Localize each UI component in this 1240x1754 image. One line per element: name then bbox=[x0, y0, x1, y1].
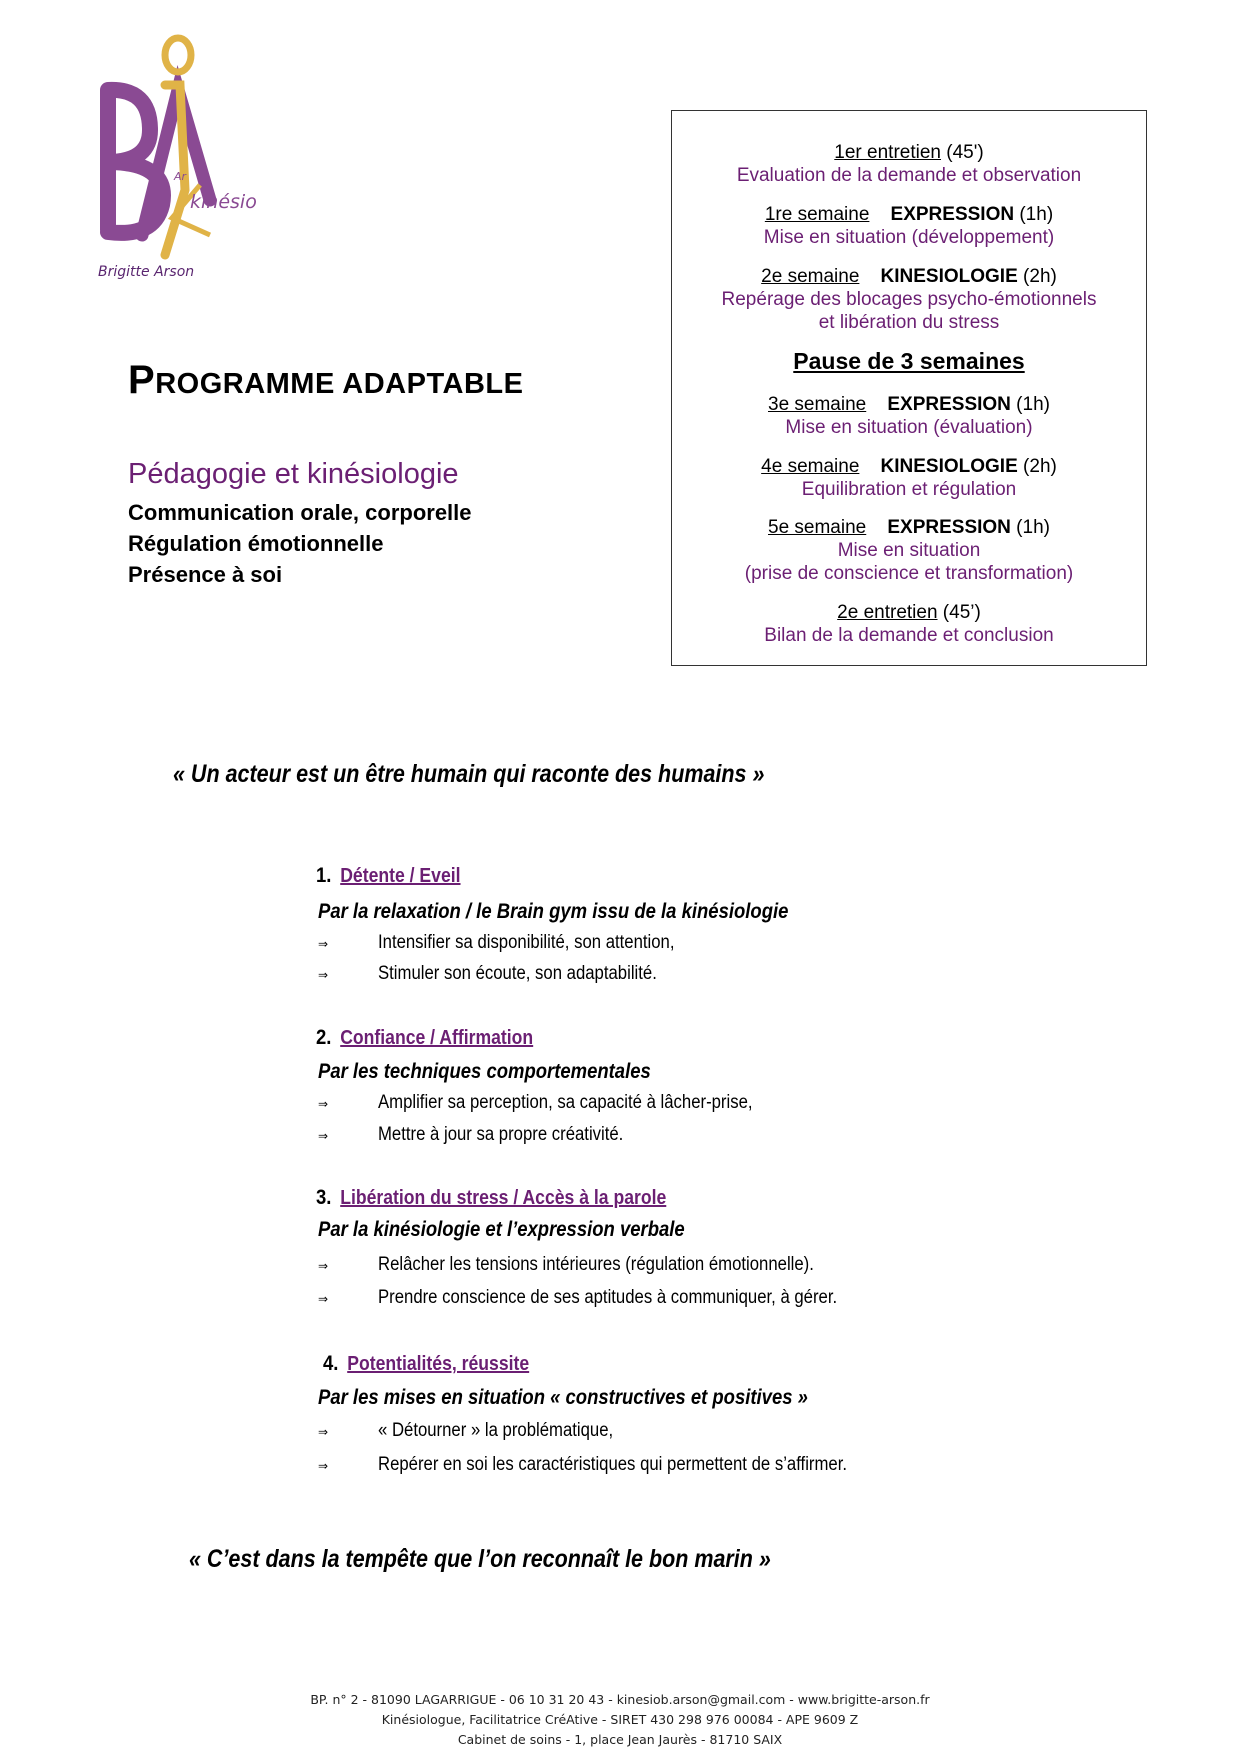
schedule-entry-desc: Repérage des blocages psycho-émotionnels bbox=[721, 289, 1097, 310]
arrow-icon: ⇒ bbox=[318, 1097, 329, 1111]
step-bullet: ⇒ Mettre à jour sa propre créativité. bbox=[318, 1124, 624, 1145]
schedule-entry-heading: 1er entretien (45') bbox=[834, 142, 984, 163]
subject-heading: Pédagogie et kinésiologie bbox=[128, 458, 459, 490]
schedule-entry-desc: Evaluation de la demande et observation bbox=[736, 165, 1082, 186]
arrow-icon: ⇒ bbox=[318, 1425, 329, 1439]
arrow-icon: ⇒ bbox=[318, 1459, 329, 1473]
quote: « C’est dans la tempête que l’on reconnaît le bon marin » bbox=[189, 1545, 771, 1573]
logo-ar-text: Ar bbox=[174, 170, 187, 183]
focus-item: Communication orale, corporelle bbox=[128, 500, 472, 525]
quote: « Un acteur est un être humain qui raconte des humains » bbox=[173, 760, 765, 788]
step-bullet: ⇒ « Détourner » la problématique, bbox=[318, 1420, 614, 1441]
focus-item: Régulation émotionnelle bbox=[128, 531, 384, 556]
schedule-entry-desc: Mise en situation bbox=[837, 540, 981, 561]
step-bullet: ⇒ Prendre conscience de ses aptitudes à communiquer, à gérer. bbox=[318, 1287, 838, 1308]
arrow-icon: ⇒ bbox=[318, 1292, 329, 1306]
schedule-entry-heading: 4e semaine KINESIOLOGIE (2h) bbox=[761, 456, 1057, 477]
schedule-entry-heading: 2e semaine KINESIOLOGIE (2h) bbox=[761, 266, 1057, 287]
logo bbox=[80, 30, 280, 290]
schedule-entry-heading: 3e semaine EXPRESSION (1h) bbox=[768, 394, 1050, 415]
step-bullet: ⇒ Stimuler son écoute, son adaptabilité. bbox=[318, 963, 657, 984]
footer-address: Cabinet de soins - 1, place Jean Jaurès - 81710 SAIX bbox=[457, 1732, 783, 1747]
schedule-entry-heading: 1re semaine EXPRESSION (1h) bbox=[764, 204, 1054, 225]
page-title-initial: P bbox=[128, 358, 156, 402]
schedule-entry-heading: 2e entretien (45’) bbox=[837, 602, 981, 623]
footer-contact: BP. n° 2 - 81090 LAGARRIGUE - 06 10 31 20 43 - kinesiob.arson@gmail.com - www.brigitte-arson.fr bbox=[310, 1692, 930, 1707]
schedule-entry-desc: et libération du stress bbox=[818, 312, 1000, 333]
step-bullet: ⇒ Amplifier sa perception, sa capacité à lâcher-prise, bbox=[318, 1092, 753, 1113]
page-title-rest: ROGRAMME ADAPTABLE bbox=[155, 368, 524, 400]
step-subtitle: Par la kinésiologie et l’expression verbale bbox=[318, 1218, 685, 1241]
arrow-icon: ⇒ bbox=[318, 968, 329, 982]
arrow-icon: ⇒ bbox=[318, 937, 329, 951]
focus-item: Présence à soi bbox=[128, 562, 283, 587]
footer-legal: Kinésiologue, Facilitatrice CréAtive - SIRET 430 298 976 00084 - APE 9609 Z bbox=[381, 1712, 859, 1727]
schedule-entry-heading: 5e semaine EXPRESSION (1h) bbox=[768, 517, 1050, 538]
schedule-box bbox=[671, 110, 1147, 666]
schedule-entry-desc: Equilibration et régulation bbox=[801, 479, 1017, 500]
logo-name: Brigitte Arson bbox=[98, 264, 195, 280]
step-heading: 1. Détente / Eveil bbox=[316, 864, 461, 887]
step-subtitle: Par la relaxation / le Brain gym issu de la kinésiologie bbox=[318, 900, 789, 923]
step-heading: 3. Libération du stress / Accès à la parole bbox=[316, 1186, 667, 1209]
step-heading: 4. Potentialités, réussite bbox=[323, 1352, 530, 1375]
arrow-icon: ⇒ bbox=[318, 1259, 329, 1273]
schedule-entry-desc: Mise en situation (évaluation) bbox=[785, 417, 1033, 438]
schedule-pause: Pause de 3 semaines bbox=[793, 348, 1025, 374]
schedule-entry-desc: Mise en situation (développement) bbox=[763, 227, 1055, 248]
step-bullet: ⇒ Relâcher les tensions intérieures (régulation émotionnelle). bbox=[318, 1254, 814, 1275]
page-title bbox=[128, 358, 523, 403]
step-subtitle: Par les mises en situation « constructives et positives » bbox=[318, 1386, 808, 1409]
arrow-icon: ⇒ bbox=[318, 1129, 329, 1143]
step-bullet: ⇒ Repérer en soi les caractéristiques qui permettent de s’affirmer. bbox=[318, 1454, 848, 1475]
logo-kinesio-text: kinésio bbox=[190, 191, 257, 213]
schedule-entry-desc: Bilan de la demande et conclusion bbox=[764, 625, 1054, 646]
schedule-entry-desc: (prise de conscience et transformation) bbox=[744, 563, 1074, 584]
step-bullet: ⇒ Intensifier sa disponibilité, son attention, bbox=[318, 932, 675, 953]
step-heading: 2. Confiance / Affirmation bbox=[316, 1026, 534, 1049]
step-subtitle: Par les techniques comportementales bbox=[318, 1060, 651, 1083]
